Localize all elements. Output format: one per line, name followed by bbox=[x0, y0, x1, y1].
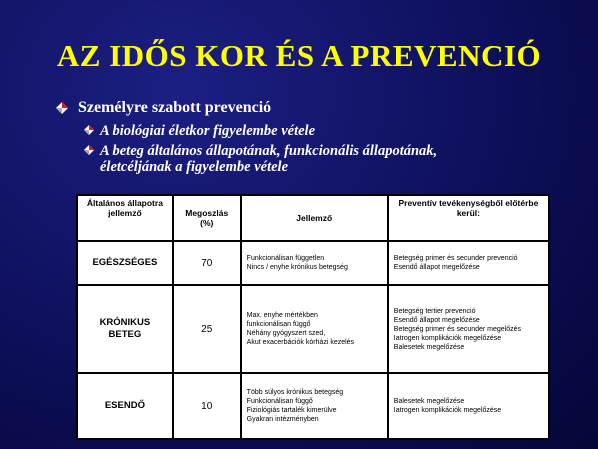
row-category: EGÉSZSÉGES bbox=[77, 241, 173, 285]
row-prevention: Balesetek megelőzése Iatrogen komplikációk megelőzése bbox=[388, 373, 549, 439]
prevention-table bbox=[76, 194, 550, 440]
diamond-bullet-icon bbox=[84, 145, 94, 155]
header-percent: Megoszlás (%) bbox=[173, 195, 241, 241]
header-state: Általános állapotra jellemző bbox=[77, 195, 173, 241]
row-prevention: Betegség tertier prevenció Esendő állapot megelőzése Betegség primer és secunder megelőzés Iatrogen komplikációk megelőzése Balesetek megelőzése bbox=[388, 285, 549, 373]
row-category: KRÓNIKUS BETEG bbox=[77, 285, 173, 373]
row-percent: 25 bbox=[173, 285, 241, 373]
sub-bullet-text: A beteg általános állapotának, funkcionális állapotának, életcéljának a figyelembe vétele bbox=[100, 143, 438, 175]
sub-bullet bbox=[84, 123, 315, 139]
slide-title: AZ IDŐS KOR ÉS A PREVENCIÓ bbox=[56, 38, 542, 73]
row-features: Max. enyhe mértékben funkcionálisan függő Néhány gyógyszert szed, Akut exacerbációk kórházi kezelés bbox=[241, 285, 388, 373]
row-percent: 10 bbox=[173, 373, 241, 439]
sub-bullet bbox=[84, 143, 437, 175]
row-features: Funkcionálisan független Nincs / enyhe krónikus betegség bbox=[241, 241, 388, 285]
bullet-level1 bbox=[56, 99, 271, 117]
row-features: Több súlyos krónikus betegség Funkcionálisan függő Fiziológiás tartalék kimerülve Gyakran intézményben bbox=[241, 373, 388, 439]
header-features: Jellemző bbox=[241, 195, 388, 241]
row-prevention: Betegség primer és secunder prevenció Esendő állapot megelőzése bbox=[388, 241, 549, 285]
diamond-bullet-icon bbox=[56, 102, 68, 114]
table-row bbox=[77, 373, 549, 439]
row-category: ESENDŐ bbox=[77, 373, 173, 439]
header-prevention: Preventív tevékenységből előtérbe kerül: bbox=[388, 195, 549, 241]
row-percent: 70 bbox=[173, 241, 241, 285]
diamond-bullet-icon bbox=[84, 125, 94, 135]
table-row bbox=[77, 241, 549, 285]
table-row bbox=[77, 285, 549, 373]
sub-bullet-text: A biológiai életkor figyelembe vétele bbox=[100, 123, 316, 139]
table-header-row bbox=[77, 195, 549, 241]
bullet-level1-text: Személyre szabott prevenció bbox=[78, 99, 272, 116]
